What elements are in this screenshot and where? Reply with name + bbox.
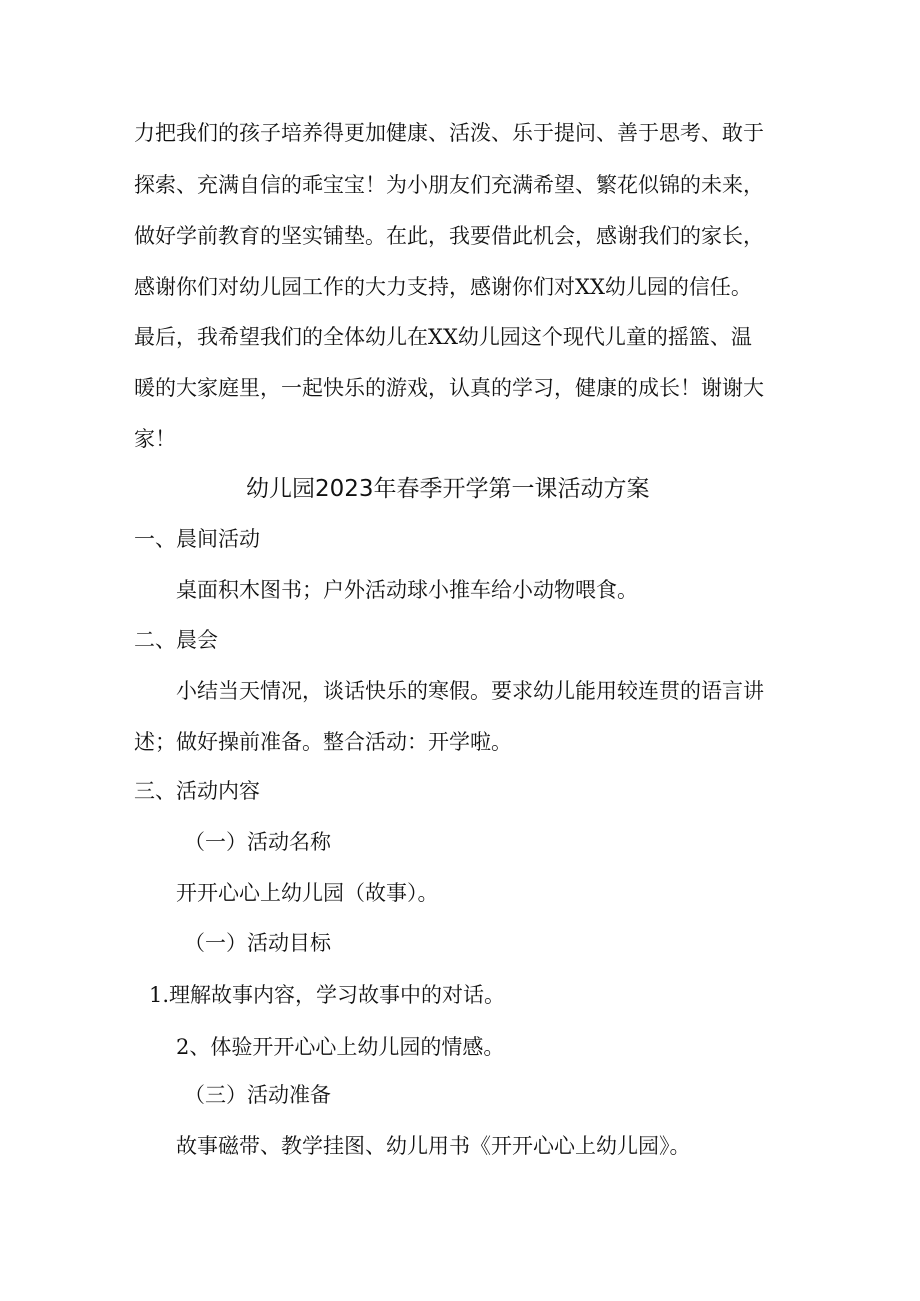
goal-item: 1.理解故事内容，学习故事中的对话。 (149, 983, 506, 1007)
section-body: 故事磁带、教学挂图、幼儿用书《开开心心上幼儿园》。 (176, 1134, 691, 1158)
subsection-heading: （一）活动目标 (184, 931, 331, 955)
goal-item: 2、体验开开心心上幼儿园的情感。 (176, 1035, 505, 1059)
document-title: 幼儿园2023年春季开学第一课活动方案 (246, 476, 650, 502)
section-body: 开开心心上幼儿园（故事）。 (176, 881, 439, 905)
subsection-heading: （一）活动名称 (184, 830, 331, 854)
paragraph-line: 家！ (134, 427, 176, 451)
section-body: 桌面积木图书；户外活动球小推车给小动物喂食。 (176, 578, 638, 602)
section-body: 述；做好操前准备。整合活动：开学啦。 (134, 730, 512, 754)
section-heading: 三、活动内容 (134, 779, 260, 803)
subsection-heading: （三）活动准备 (184, 1083, 331, 1107)
paragraph-line: 最后，我希望我们的全体幼儿在XX幼儿园这个现代儿童的摇篮、温 (134, 325, 752, 349)
section-heading: 二、晨会 (134, 628, 218, 652)
paragraph-line: 暖的大家庭里，一起快乐的游戏，认真的学习，健康的成长！谢谢大 (134, 376, 764, 400)
section-body: 小结当天情况，谈话快乐的寒假。要求幼儿能用较连贯的语言讲 (176, 679, 764, 703)
paragraph-line: 做好学前教育的坚实铺垫。在此，我要借此机会，感谢我们的家长， (134, 224, 764, 248)
section-heading: 一、晨间活动 (134, 527, 260, 551)
paragraph-line: 探索、充满自信的乖宝宝！为小朋友们充满希望、繁花似锦的未来， (134, 173, 764, 197)
paragraph-line: 感谢你们对幼儿园工作的大力支持，感谢你们对XX幼儿园的信任。 (134, 275, 752, 299)
paragraph-line: 力把我们的孩子培养得更加健康、活泼、乐于提问、善于思考、敢于 (134, 121, 764, 145)
